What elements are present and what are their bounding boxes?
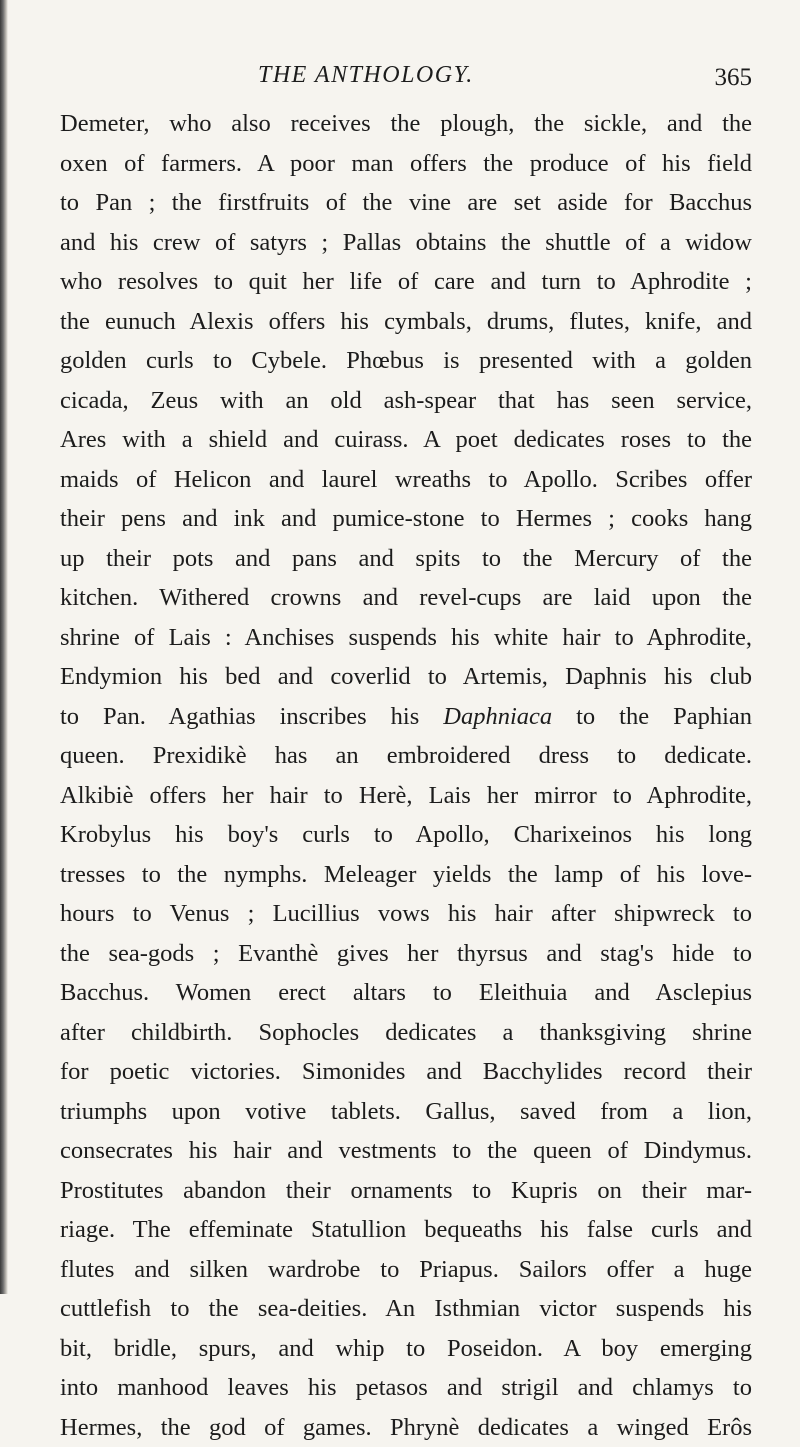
text-line: hours to Venus ; Lucillius vows his hair after shipwreck to [60, 894, 752, 934]
text-line: the sea-gods ; Evanthè gives her thyrsus and stag's hide to [60, 934, 752, 974]
text-line: after childbirth. Sophocles dedicates a thanksgiving shrine [60, 1013, 752, 1053]
text-line: Krobylus his boy's curls to Apollo, Charixeinos his long [60, 815, 752, 855]
text-line: up their pots and pans and spits to the Mercury of the [60, 539, 752, 579]
text-line: to Pan. Agathias inscribes his Daphniaca to the Paphian [60, 697, 752, 737]
text-line: riage. The effeminate Statullion bequeaths his false curls and [60, 1210, 752, 1250]
body-text [60, 104, 752, 1447]
text-line: and his crew of satyrs ; Pallas obtains the shuttle of a widow [60, 223, 752, 263]
text-line: Bacchus. Women erect altars to Eleithuia and Asclepius [60, 973, 752, 1013]
text-line: Prostitutes abandon their ornaments to Kupris on their mar- [60, 1171, 752, 1211]
text-line: flutes and silken wardrobe to Priapus. Sailors offer a huge [60, 1250, 752, 1290]
page-binding-edge [0, 0, 8, 1294]
text-line: triumphs upon votive tablets. Gallus, saved from a lion, [60, 1092, 752, 1132]
text-line: kitchen. Withered crowns and revel-cups are laid upon the [60, 578, 752, 618]
text-line: maids of Helicon and laurel wreaths to Apollo. Scribes offer [60, 460, 752, 500]
text-line: to Pan ; the firstfruits of the vine are set aside for Bacchus [60, 183, 752, 223]
text-line: the eunuch Alexis offers his cymbals, drums, flutes, knife, and [60, 302, 752, 342]
text-line: bit, bridle, spurs, and whip to Poseidon. A boy emerging [60, 1329, 752, 1369]
text-line: into manhood leaves his petasos and strigil and chlamys to [60, 1368, 752, 1408]
page-number: 365 [715, 64, 753, 92]
text-line: Hermes, the god of games. Phrynè dedicates a winged Erôs [60, 1408, 752, 1447]
text-line: golden curls to Cybele. Phœbus is presented with a golden [60, 341, 752, 381]
text-line: cuttlefish to the sea-deities. An Isthmian victor suspends his [60, 1289, 752, 1329]
text-line: Endymion his bed and coverlid to Artemis, Daphnis his club [60, 657, 752, 697]
text-line: cicada, Zeus with an old ash-spear that has seen service, [60, 381, 752, 421]
italic-title: Daphniaca [443, 703, 552, 730]
page-header [60, 58, 752, 98]
text-line: tresses to the nymphs. Meleager yields the lamp of his love- [60, 855, 752, 895]
text-line: who resolves to quit her life of care and turn to Aphrodite ; [60, 262, 752, 302]
text-line: queen. Prexidikè has an embroidered dress to dedicate. [60, 736, 752, 776]
text-line: for poetic victories. Simonides and Bacchylides record their [60, 1052, 752, 1092]
text-line: their pens and ink and pumice-stone to Hermes ; cooks hang [60, 499, 752, 539]
text-line: Ares with a shield and cuirass. A poet dedicates roses to the [60, 420, 752, 460]
text-line: Alkibiè offers her hair to Herè, Lais her mirror to Aphrodite, [60, 776, 752, 816]
text-line: Demeter, who also receives the plough, the sickle, and the [60, 104, 752, 144]
text-line: shrine of Lais : Anchises suspends his white hair to Aphrodite, [60, 618, 752, 658]
text-line: consecrates his hair and vestments to the queen of Dindymus. [60, 1131, 752, 1171]
running-title: THE ANTHOLOGY. [258, 62, 474, 89]
text-line: oxen of farmers. A poor man offers the produce of his field [60, 144, 752, 184]
